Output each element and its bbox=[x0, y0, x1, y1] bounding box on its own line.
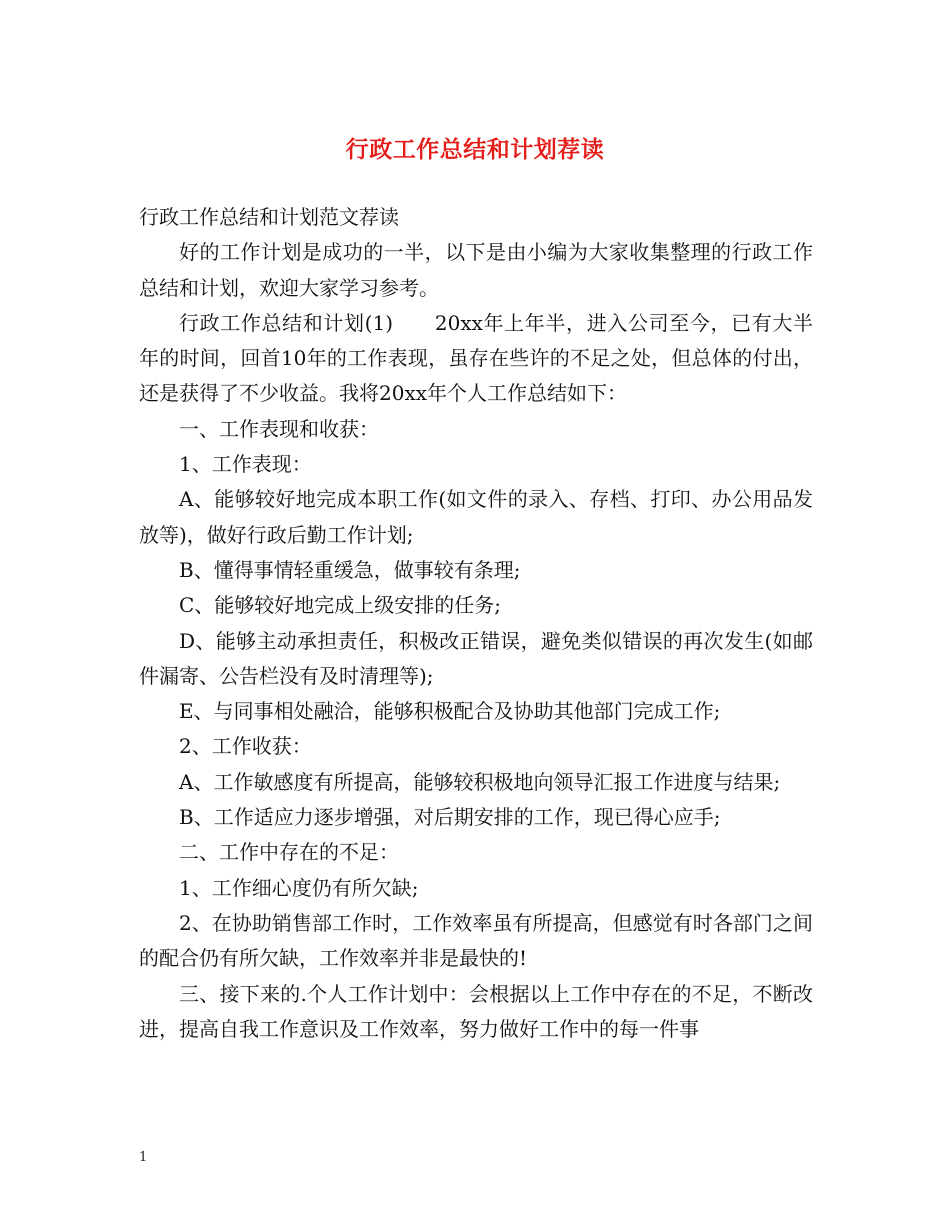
list-item: D、能够主动承担责任，积极改正错误，避免类似错误的再次发生(如邮件漏寄、公告栏没有及时清理等); bbox=[139, 628, 813, 688]
list-item: B、懂得事情轻重缓急，做事较有条理; bbox=[179, 557, 521, 582]
list-item: A、能够较好地完成本职工作(如文件的录入、存档、打印、办公用品发放等)，做好行政后勤工作计划; bbox=[139, 487, 813, 547]
list-item: C、能够较好地完成上级安排的任务; bbox=[179, 593, 502, 618]
intro-paragraph: 好的工作计划是成功的一半，以下是由小编为大家收集整理的行政工作总结和计划，欢迎大家学习参考。 bbox=[139, 240, 813, 300]
page-number: 1 bbox=[139, 1150, 148, 1165]
list-item: A、工作敏感度有所提高，能够较积极地向领导汇报工作进度与结果; bbox=[179, 769, 781, 794]
list-item: B、工作适应力逐步增强，对后期安排的工作，现已得心应手; bbox=[179, 805, 721, 830]
section-heading-3: 三、接下来的.个人工作计划中：会根据以上工作中存在的不足，不断改进，提高自我工作意识及工作效率，努力做好工作中的每一件事 bbox=[139, 981, 813, 1041]
subsection-heading-1-2: 2、工作收获： bbox=[179, 734, 312, 759]
section-heading-2: 二、工作中存在的不足： bbox=[179, 840, 399, 865]
subsection-heading-1-1: 1、工作表现： bbox=[179, 452, 312, 477]
subtitle-paragraph: 行政工作总结和计划范文荐读 bbox=[139, 205, 399, 229]
document-body bbox=[139, 200, 813, 1047]
list-item: 2、在协助销售部工作时，工作效率虽有所提高，但感觉有时各部门之间的配合仍有所欠缺，工作效率并非是最快的! bbox=[139, 910, 813, 971]
section-heading-1: 一、工作表现和收获： bbox=[179, 416, 379, 441]
list-item: E、与同事相处融洽，能够积极配合及协助其他部门完成工作; bbox=[179, 699, 721, 724]
summary-paragraph: 行政工作总结和计划(1) 20xx年上年半，进入公司至今，已有大半年的时间，回首10年的工作表现，虽存在些许的不足之处，但总体的付出，还是获得了不少收益。我将20xx年个人工作总结如下： bbox=[139, 310, 813, 406]
document-title: 行政工作总结和计划荐读 bbox=[345, 136, 605, 163]
list-item: 1、工作细心度仍有所欠缺; bbox=[179, 875, 419, 900]
